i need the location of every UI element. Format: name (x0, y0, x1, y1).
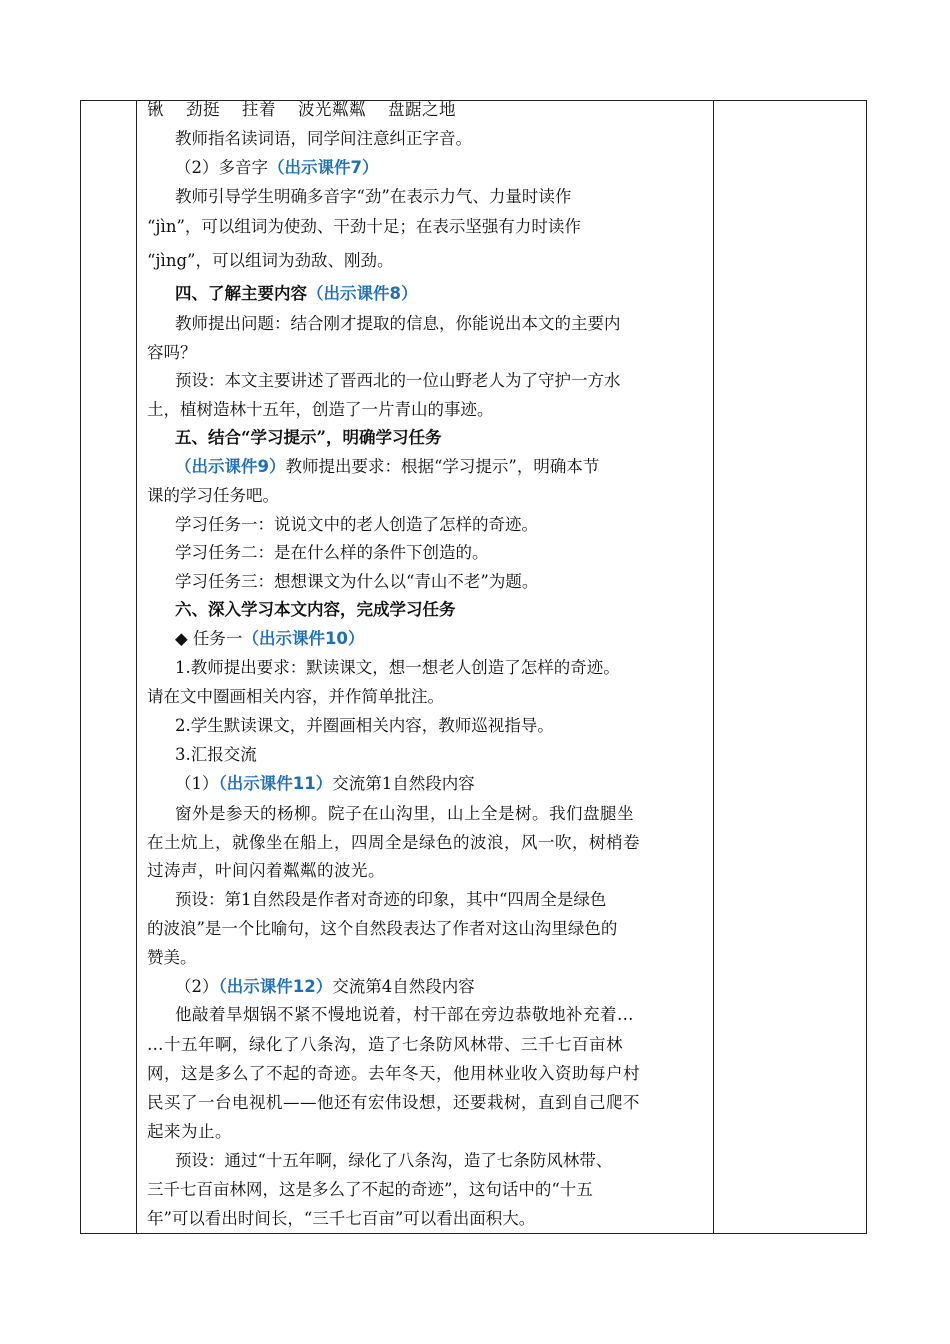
task-line: 学习任务二：是在什么样的条件下创造的。 (175, 543, 489, 562)
column-divider-right (713, 101, 714, 1233)
quote-line: …十五年啊，绿化了八条沟，造了七条防风林带、三千七百亩林 (147, 1035, 623, 1054)
column-divider-left (136, 101, 137, 1233)
lesson-table (80, 100, 867, 1234)
text-line: 预设：通过“十五年啊，绿化了八条沟，造了七条防风林带、 (175, 1151, 613, 1170)
text-line: 的波浪”是一个比喻句，这个自然段表达了作者对这山沟里绿色的 (147, 919, 618, 938)
quote-line: 网，这是多么了不起的奇迹。去年冬天，他用林业收入资助每户村 (147, 1064, 640, 1083)
text-line: 教师引导学生明确多音字“劲”在表示力气、力量时读作 (175, 187, 572, 206)
section-heading-6: 六、深入学习本文内容，完成学习任务 (175, 600, 456, 619)
text-line: （2）（出示课件12）交流第4自然段内容 (175, 977, 475, 996)
quote-line: 窗外是参天的杨柳。院子在山沟里，山上全是树。我们盘腿坐 (175, 804, 634, 823)
text-line: 土，植树造林十五年，创造了一片青山的事迹。 (147, 400, 494, 419)
text-line: 年”可以看出时间长，“三千七百亩”可以看出面积大。 (147, 1209, 536, 1228)
vocab-word: 拄着 (242, 101, 276, 119)
section-heading-5: 五、结合“学习提示”，明确学习任务 (175, 428, 442, 447)
text-line: 请在文中圈画相关内容，并作简单批注。 (147, 687, 444, 706)
vocab-word: 盘踞之地 (388, 101, 456, 119)
task-one-heading: ◆ 任务一（出示课件10） (175, 629, 365, 648)
text-line: （出示课件9）教师提出要求：根据“学习提示”，明确本节 (175, 457, 600, 476)
section-heading-4: 四、了解主要内容（出示课件8） (175, 284, 418, 303)
text-line: “jìn”，可以组词为使劲、干劲十足；在表示坚强有力时读作 (147, 217, 581, 236)
text-line: 教师提出问题：结合刚才提取的信息，你能说出本文的主要内 (175, 314, 621, 333)
slide-ref: （出示课件9） (175, 457, 286, 476)
quote-line: 在土炕上，就像坐在船上，四周全是绿色的波浪，风一吹，树梢卷 (147, 833, 640, 852)
quote-line: 过涛声，叶间闪着粼粼的波光。 (147, 861, 385, 880)
task-line: 学习任务三：想想课文为什么以“青山不老”为题。 (175, 572, 539, 591)
text-line: 预设：本文主要讲述了晋西北的一位山野老人为了守护一方水 (175, 371, 621, 390)
vocab-word: 劲挺 (186, 101, 220, 119)
vocab-word: 波光粼粼 (298, 101, 366, 119)
slide-ref: （出示课件7） (268, 158, 379, 177)
quote-line: 他敲着旱烟锅不紧不慢地说着，村干部在旁边恭敬地补充着… (175, 1005, 634, 1024)
text-line: 课的学习任务吧。 (147, 486, 279, 505)
text-line: 教师指名读词语，同学间注意纠正字音。 (175, 129, 472, 148)
slide-ref: （出示课件11） (218, 774, 333, 793)
text-line: 1.教师提出要求：默读课文，想一想老人创造了怎样的奇迹。 (175, 658, 620, 677)
slide-ref: （出示课件8） (307, 284, 418, 303)
slide-ref: （出示课件10） (242, 629, 365, 648)
slide-ref: （出示课件12） (218, 977, 333, 996)
text-line: 预设：第1自然段是作者对奇迹的印象，其中“四周全是绿色 (175, 890, 607, 909)
quote-line: 起来为止。 (147, 1122, 232, 1141)
quote-line: 民买了一台电视机——他还有宏伟设想，还要栽树，直到自己爬不 (147, 1093, 640, 1112)
text-line: 容吗？ (147, 343, 197, 362)
text-line: “jìng”，可以组词为劲敌、刚劲。 (147, 251, 394, 270)
text-line: 3.汇报交流 (175, 745, 257, 764)
vocabulary-row (147, 101, 711, 125)
lesson-content-cell (138, 101, 713, 1233)
vocab-word: 锹 (147, 101, 164, 119)
text-line: 赞美。 (147, 948, 197, 967)
text-line: （1）（出示课件11）交流第1自然段内容 (175, 774, 475, 793)
text-line: 2.学生默读课文，并圈画相关内容，教师巡视指导。 (175, 716, 554, 735)
polyphone-heading: （2）多音字（出示课件7） (175, 158, 379, 177)
text-line: 三千七百亩林网，这是多么了不起的奇迹”，这句话中的“十五 (147, 1180, 593, 1199)
task-line: 学习任务一：说说文中的老人创造了怎样的奇迹。 (175, 515, 538, 534)
